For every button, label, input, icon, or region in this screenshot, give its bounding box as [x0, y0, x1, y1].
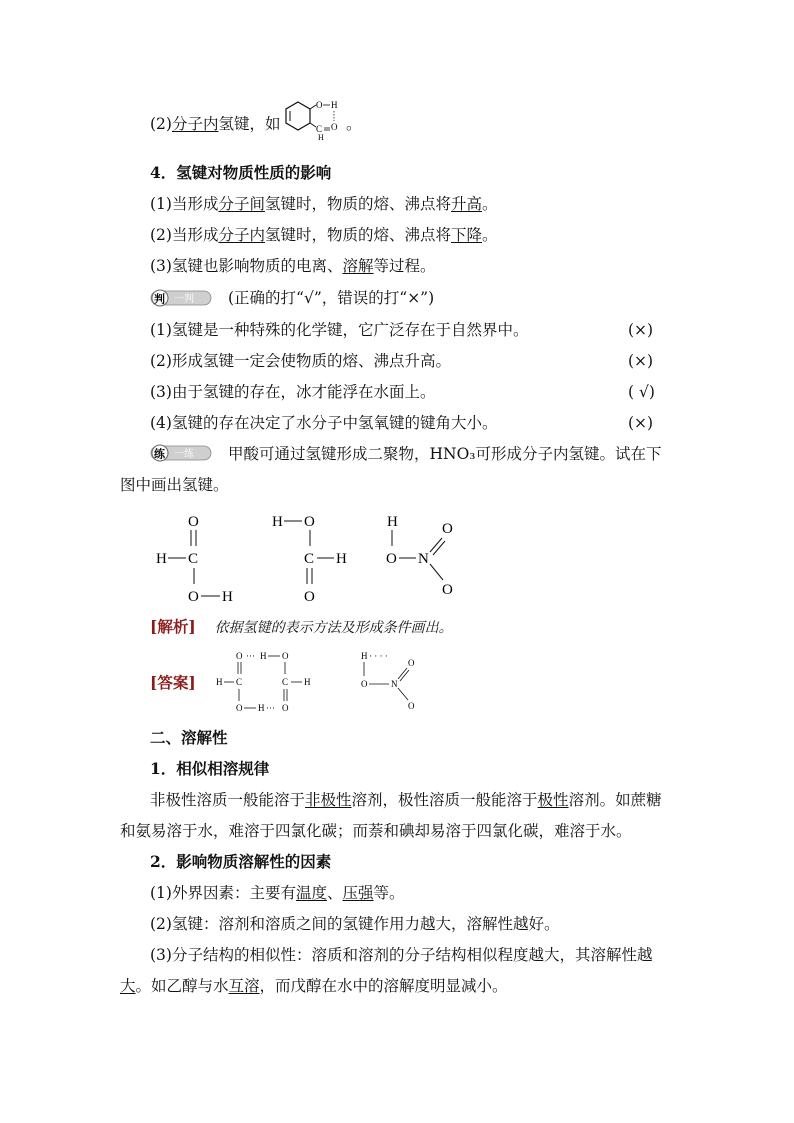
judge-mark-1: (×): [628, 321, 654, 339]
judge-item-2: (2)形成氢键一定会使物质的熔、沸点升高。: [150, 352, 451, 370]
sec4-item-3: (3)氢键也影响物质的电离、溶解等过程。: [150, 257, 436, 275]
analysis-row: [150, 617, 453, 638]
factor-2: (2)氢键：溶剂和溶质之间的氢键作用力越大，溶解性越好。: [150, 915, 560, 933]
svg-text:···: ···: [266, 703, 275, 713]
rule-paragraph-line2: 和氨易溶于水，难溶于四氯化碳；而萘和碘却易溶于四氯化碳，难溶于水。: [120, 822, 632, 840]
svg-text:C: C: [304, 551, 315, 567]
svg-text:H: H: [272, 514, 283, 530]
svg-text:O: O: [386, 551, 397, 567]
formic-acid-structure-1: [150, 508, 250, 608]
section-4-heading: 4．氢键对物质性质的影响: [150, 163, 332, 182]
intramolecular-term: 分子内: [171, 115, 219, 133]
svg-text:···: ···: [246, 651, 255, 661]
line1-period: 。: [346, 115, 362, 133]
svg-text:O: O: [236, 703, 243, 713]
judge-item-3: (3)由于氢键的存在，冰才能浮在水面上。: [150, 383, 436, 401]
svg-text:O: O: [442, 521, 453, 537]
svg-text:N: N: [391, 679, 398, 689]
svg-text:H: H: [260, 651, 267, 661]
section-2-heading: 二、溶解性: [150, 728, 228, 747]
practice-question-line1: 甲酸可通过氢键形成二聚物，HNO₃可形成分子内氢键。试在下: [228, 445, 662, 463]
svg-text:O: O: [408, 701, 415, 711]
atom-o: O: [316, 100, 323, 110]
answer-nitric-acid: [355, 646, 435, 716]
judge-tag-main: 判: [154, 292, 165, 306]
sec4-item-2: (2)当形成分子内氢键时，物质的熔、沸点将下降。: [150, 226, 498, 244]
svg-text:C: C: [188, 551, 199, 567]
svg-text:H: H: [216, 677, 223, 687]
svg-text:H: H: [156, 551, 167, 567]
atom-c: C: [316, 124, 323, 134]
formic-acid-structure-2: [268, 508, 368, 608]
svg-text:O: O: [442, 582, 453, 598]
nitric-acid-structure: [384, 508, 474, 608]
judge-mark-2: (×): [628, 352, 654, 370]
svg-text:O: O: [304, 514, 315, 530]
svg-text:O: O: [282, 703, 289, 713]
answer-formic-dimer: [210, 646, 330, 716]
judge-mark-3: ( √): [628, 383, 655, 401]
intramolecular-hbond-line: (2)分子内氢键，如: [150, 115, 281, 133]
sub-heading-2: 2．影响物质溶解性的因素: [150, 852, 332, 871]
practice-tag: [150, 444, 212, 462]
judge-item-4: (4)氢键的存在决定了水分子中氢氧键的键角大小。: [150, 414, 498, 432]
analysis-label: [解析]: [150, 617, 196, 636]
sub-heading-1: 1．相似相溶规律: [150, 759, 270, 778]
svg-text:H: H: [258, 703, 265, 713]
factor-1: (1)外界因素：主要有温度、压强等。: [150, 884, 405, 902]
svg-text:· · · ·: · · · ·: [369, 651, 388, 661]
factor-3-line2: 大。如乙醇与水互溶，而戊醇在水中的溶解度明显减小。: [120, 977, 508, 995]
svg-text:O: O: [188, 514, 199, 530]
factor-3-line1: (3)分子结构的相似性：溶质和溶剂的分子结构相似程度越大，其溶解性越: [150, 946, 653, 964]
svg-text:H: H: [361, 651, 368, 661]
svg-text:N: N: [418, 551, 429, 567]
svg-text:H: H: [387, 514, 398, 530]
atom-h: H: [331, 100, 338, 110]
answer-label: [答案]: [150, 673, 196, 692]
judge-tag-sub: 一判: [174, 294, 194, 305]
svg-text:C: C: [282, 677, 289, 687]
analysis-text: 依据氢键的表示方法及形成条件画出。: [214, 620, 453, 636]
sec4-item-1: (1)当形成分子间氢键时，物质的熔、沸点将升高。: [150, 195, 498, 213]
rule-paragraph-line1: 非极性溶质一般能溶于非极性溶剂，极性溶质一般能溶于极性溶剂。如蔗糖: [150, 791, 662, 809]
svg-text:H: H: [336, 551, 347, 567]
svg-text:O: O: [361, 679, 368, 689]
svg-text:H: H: [222, 589, 233, 605]
atom-h: H: [318, 133, 324, 142]
svg-text:O: O: [282, 651, 289, 661]
svg-text:O: O: [236, 651, 243, 661]
svg-text:O: O: [188, 589, 199, 605]
judge-mark-4: (×): [628, 414, 654, 432]
svg-text:O: O: [408, 658, 415, 668]
judge-tag: [150, 289, 212, 307]
atom-o: O: [331, 122, 338, 132]
judge-item-1: (1)氢键是一种特殊的化学键，它广泛存在于自然界中。: [150, 321, 529, 339]
svg-text:O: O: [304, 589, 315, 605]
answer-label-row: [150, 673, 196, 693]
judge-instruction: (正确的打“√”，错误的打“×”): [228, 289, 435, 307]
svg-text:H: H: [304, 677, 311, 687]
practice-question-line2: 图中画出氢键。: [120, 476, 229, 494]
practice-tag-main: 练: [154, 447, 165, 461]
practice-tag-sub: 一练: [174, 449, 194, 460]
svg-text:C: C: [236, 677, 243, 687]
